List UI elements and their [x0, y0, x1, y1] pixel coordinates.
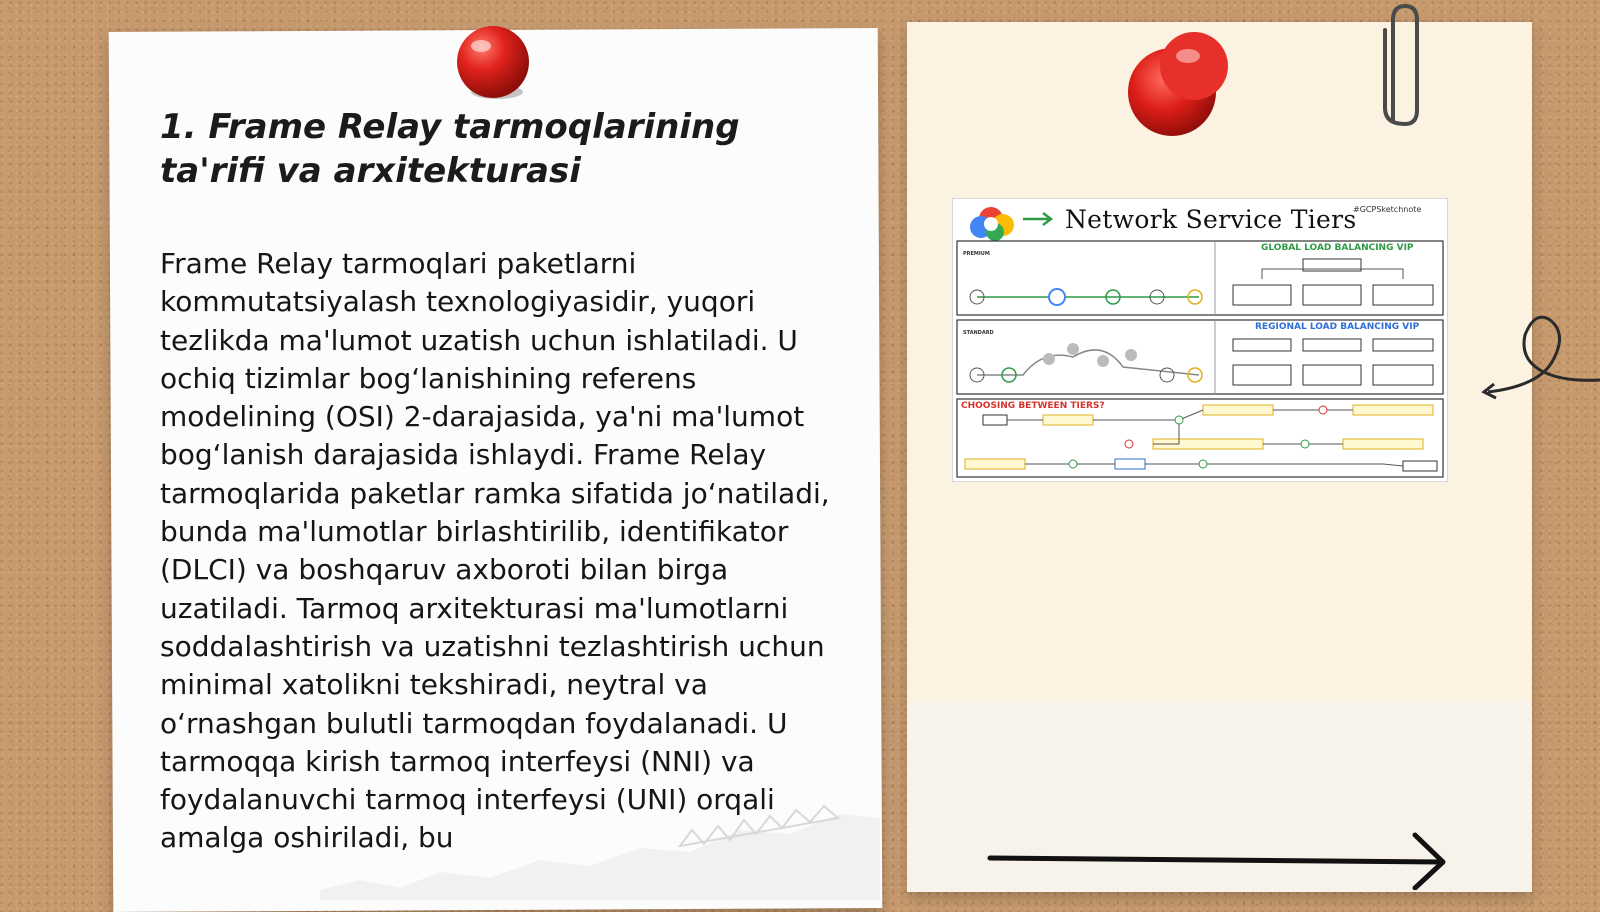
- choosing-section-header: CHOOSING BETWEEN TIERS?: [961, 401, 1105, 411]
- network-service-tiers-infographic: [952, 198, 1448, 482]
- premium-tier-label: PREMIUM: [963, 251, 990, 257]
- google-cloud-logo-icon: [970, 207, 1014, 241]
- right-arrow-icon: [985, 830, 1455, 890]
- red-pushpin-icon: [1122, 30, 1242, 140]
- infographic-drawing: [953, 199, 1447, 481]
- paperclip-icon: [1375, 0, 1425, 130]
- string-decoration: [1480, 310, 1600, 410]
- masking-tape: [320, 800, 880, 900]
- infographic-hashtag: #GCPSketchnote: [1353, 205, 1422, 214]
- card-body-text: Frame Relay tarmoqlari paketlarni kommutatsiyalash texnologiyasidir, yuqori tezlikda ma'lumot uzatish uchun ishlatiladi. U ochiq tizimlar bog‘lanishining referens modelining (OSI) 2-darajasida, ya'ni ma'lumot bog‘lanish darajasida ishlaydi. Frame Relay tarmoqlarida paketlar ramka sifatida jo‘natiladi, bunda ma'lumotlar birlashtirilib, identifikator (DLCI) va boshqaruv axboroti bilan birga uzatiladi. Tarmoq arxitekturasi ma'lumotlarni soddalashtirish va uzatishni tezlashtirish uchun minimal xatolikni tekshiradi, neytral va o‘rnashgan bulutli tarmoqdan foydalanadi. U tarmoqqa kirish tarmoq interfeysi (NNI) va foydalanuvchi tarmoq interfeysi (UNI) orqali amalga oshiriladi, bu: [160, 247, 830, 855]
- standard-section-header: REGIONAL LOAD BALANCING VIP: [1255, 322, 1420, 332]
- infographic-title: Network Service Tiers: [1065, 205, 1357, 234]
- card-heading: 1. Frame Relay tarmoqlarining ta'rifi va arxitekturasi: [160, 107, 740, 191]
- red-pushpin-icon: [453, 22, 537, 106]
- standard-tier-label: STANDARD: [963, 330, 994, 336]
- premium-section-header: GLOBAL LOAD BALANCING VIP: [1261, 243, 1414, 253]
